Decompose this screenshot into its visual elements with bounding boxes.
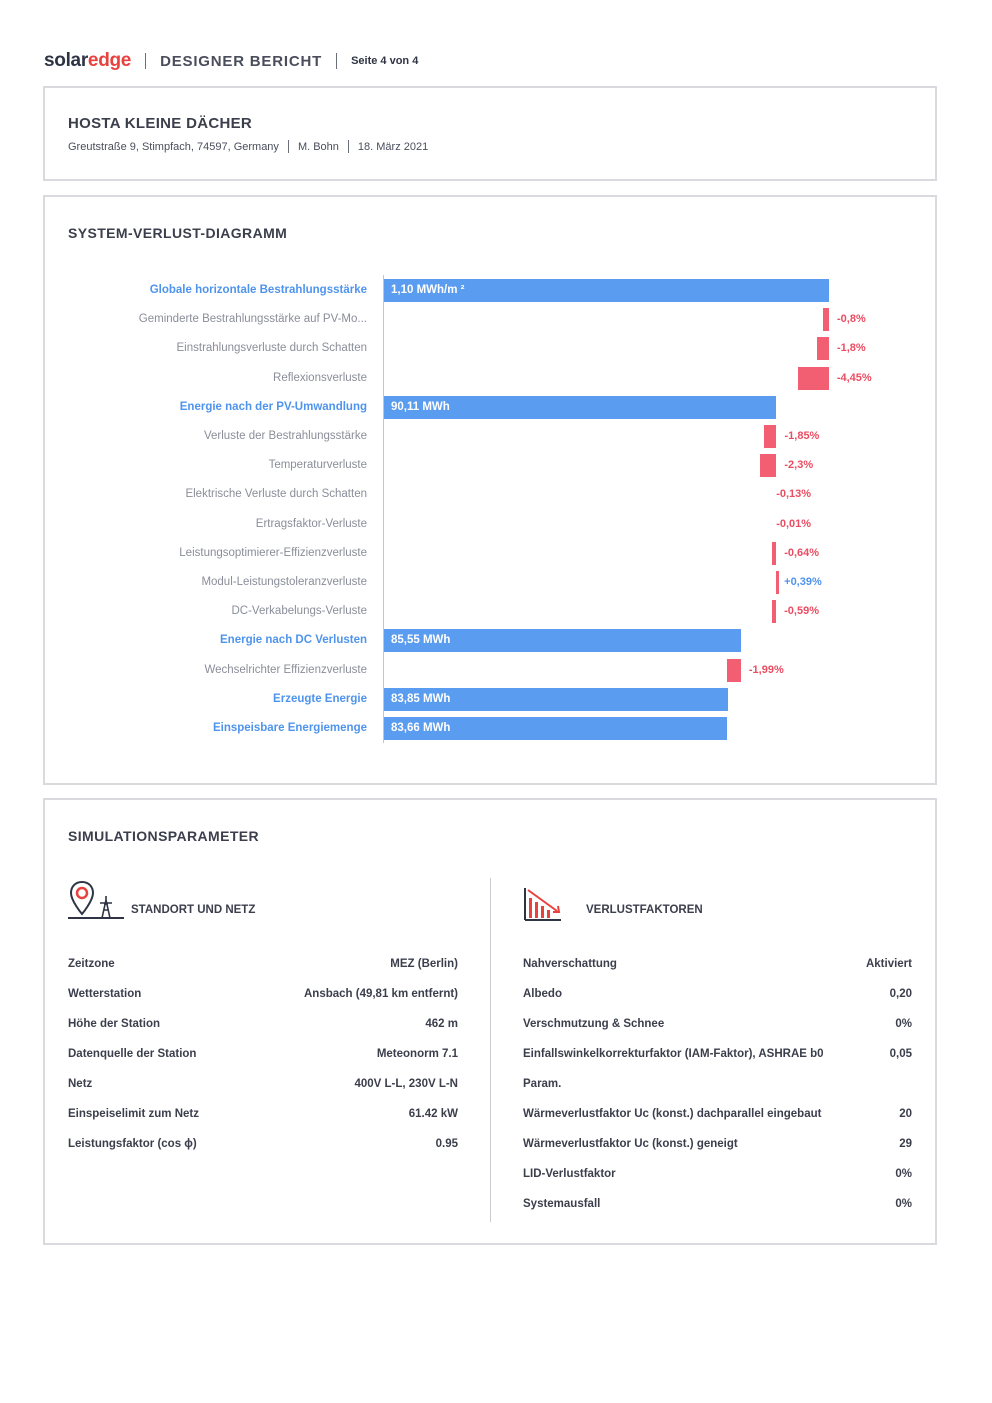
parameter-value: Meteonorm 7.1 bbox=[376, 1048, 458, 1060]
parameter-value: 0.95 bbox=[435, 1138, 458, 1150]
loss-bar bbox=[776, 571, 779, 594]
parameter-value: 29 bbox=[899, 1138, 912, 1150]
parameter-value: Aktiviert bbox=[865, 958, 912, 970]
total-bar bbox=[384, 279, 829, 302]
parameter-name: Wetterstation bbox=[68, 988, 142, 1000]
parameter-row bbox=[68, 1078, 458, 1090]
parameter-name: Param. bbox=[523, 1078, 562, 1090]
total-value: 83,66 MWh bbox=[391, 722, 451, 734]
parameter-value: 0% bbox=[895, 1198, 912, 1210]
parameter-name: Wärmeverlustfaktor Uc (konst.) dachparallel eingebaut bbox=[523, 1108, 822, 1120]
loss-label: Reflexionsverluste bbox=[273, 371, 367, 384]
loss-label: DC-Verkabelungs-Verluste bbox=[231, 605, 367, 618]
loss-bar bbox=[727, 659, 741, 682]
parameter-row bbox=[523, 988, 912, 1000]
simulation-card bbox=[43, 798, 937, 1245]
parameter-value: 0,20 bbox=[889, 988, 912, 1000]
total-label: Erzeugte Energie bbox=[273, 692, 367, 705]
parameter-name: Leistungsfaktor (cos ϕ) bbox=[68, 1138, 197, 1150]
loss-bar bbox=[823, 308, 829, 331]
parameter-row bbox=[68, 988, 458, 1000]
logo-part-solar: solar bbox=[44, 50, 88, 71]
location-grid-icon bbox=[68, 878, 124, 922]
parameter-row bbox=[523, 1018, 912, 1030]
project-date: 18. März 2021 bbox=[357, 140, 429, 153]
loss-bar bbox=[772, 542, 776, 565]
loss-bar bbox=[817, 337, 829, 360]
solaredge-logo bbox=[44, 50, 131, 72]
parameter-name: Albedo bbox=[523, 988, 562, 1000]
simulation-title: SIMULATIONSPARAMETER bbox=[68, 828, 260, 844]
loss-diagram-card bbox=[43, 195, 937, 785]
project-card bbox=[43, 86, 937, 181]
total-bar bbox=[384, 396, 776, 419]
total-value: 1,10 MWh/m ² bbox=[391, 284, 465, 296]
loss-label: Leistungsoptimierer-Effizienzverluste bbox=[179, 546, 367, 559]
loss-value: -0,13% bbox=[776, 488, 812, 501]
loss-waterfall-chart bbox=[45, 197, 939, 787]
project-address: Greutstraße 9, Stimpfach, 74597, Germany bbox=[68, 140, 279, 153]
parameter-row bbox=[68, 1138, 458, 1150]
loss-label: Geminderte Bestrahlungsstärke auf PV-Mo... bbox=[138, 313, 367, 326]
total-label: Globale horizontale Bestrahlungsstärke bbox=[149, 284, 367, 296]
page-info: Seite 4 von 4 bbox=[351, 55, 419, 67]
loss-diagram-title: SYSTEM-VERLUST-DIAGRAMM bbox=[68, 225, 288, 241]
loss-label: Verluste der Bestrahlungsstärke bbox=[203, 430, 367, 442]
project-title: HOSTA KLEINE DÄCHER bbox=[68, 115, 253, 132]
loss-label: Ertragsfaktor-Verluste bbox=[255, 517, 367, 530]
loss-chart-icon bbox=[523, 884, 567, 924]
column-divider bbox=[490, 878, 491, 1222]
project-author: M. Bohn bbox=[297, 140, 339, 153]
parameter-value: 462 m bbox=[425, 1018, 458, 1030]
parameter-value: 400V L-L, 230V L-N bbox=[354, 1078, 458, 1090]
total-value: 90,11 MWh bbox=[391, 400, 450, 413]
parameter-row bbox=[523, 1108, 912, 1120]
document-title: DESIGNER BERICHT bbox=[160, 52, 323, 70]
loss-value: -0,64% bbox=[784, 546, 820, 559]
parameter-name: Wärmeverlustfaktor Uc (konst.) geneigt bbox=[523, 1138, 738, 1150]
parameter-row bbox=[523, 1138, 912, 1150]
total-bar bbox=[384, 717, 727, 740]
loss-value: -1,99% bbox=[748, 663, 784, 676]
loss-value: -0,01% bbox=[776, 517, 812, 530]
loss-bar bbox=[798, 367, 829, 390]
loss-label: Wechselrichter Effizienzverluste bbox=[204, 663, 367, 676]
loss-factors-heading: VERLUSTFAKTOREN bbox=[586, 904, 703, 916]
parameter-row bbox=[523, 1048, 912, 1060]
loss-value: +0,39% bbox=[784, 576, 822, 588]
loss-value: -2,3% bbox=[784, 459, 814, 472]
meta-separator bbox=[348, 140, 349, 153]
loss-bar bbox=[764, 425, 777, 448]
total-bar bbox=[384, 629, 741, 652]
parameter-row bbox=[68, 958, 458, 970]
loss-bar bbox=[772, 600, 776, 623]
loss-label: Elektrische Verluste durch Schatten bbox=[185, 488, 367, 501]
parameter-row bbox=[523, 1198, 912, 1210]
loss-value: -0,59% bbox=[784, 605, 819, 618]
parameter-name: Zeitzone bbox=[68, 958, 115, 970]
loss-label: Einstrahlungsverluste durch Schatten bbox=[176, 342, 367, 355]
header-separator bbox=[336, 53, 337, 69]
parameter-value: 61.42 kW bbox=[408, 1108, 458, 1120]
parameter-row bbox=[68, 1108, 458, 1120]
total-label: Energie nach DC Verlusten bbox=[220, 634, 367, 647]
parameter-name: Nahverschattung bbox=[523, 958, 617, 970]
parameter-name: Einfallswinkelkorrekturfaktor (IAM-Faktor), ASHRAE b0 bbox=[523, 1048, 824, 1060]
parameter-name: LID-Verlustfaktor bbox=[523, 1168, 616, 1180]
total-label: Energie nach der PV-Umwandlung bbox=[179, 400, 367, 413]
loss-value: -4,45% bbox=[836, 371, 872, 384]
parameter-value: 0% bbox=[895, 1018, 912, 1030]
parameter-value: 0% bbox=[895, 1168, 912, 1180]
logo-part-edge: edge bbox=[87, 50, 132, 71]
parameter-row bbox=[523, 958, 912, 970]
parameter-row bbox=[523, 1168, 912, 1180]
project-meta bbox=[68, 140, 428, 153]
parameter-row bbox=[523, 1078, 912, 1090]
parameter-name: Verschmutzung & Schnee bbox=[523, 1018, 665, 1030]
parameter-row bbox=[68, 1048, 458, 1060]
page-header bbox=[44, 46, 418, 76]
meta-separator bbox=[288, 140, 289, 153]
location-grid-heading: STANDORT UND NETZ bbox=[131, 904, 256, 916]
parameter-value: 0,05 bbox=[889, 1048, 912, 1060]
total-bar bbox=[384, 688, 728, 711]
total-label: Einspeisbare Energiemenge bbox=[212, 722, 367, 734]
loss-bar bbox=[760, 454, 776, 477]
parameter-name: Höhe der Station bbox=[68, 1018, 161, 1030]
parameter-value: Ansbach (49,81 km entfernt) bbox=[303, 988, 458, 1000]
parameter-value: 20 bbox=[899, 1108, 912, 1120]
loss-label: Modul-Leistungstoleranzverluste bbox=[201, 576, 367, 588]
total-value: 83,85 MWh bbox=[391, 692, 451, 705]
loss-value: -1,85% bbox=[784, 430, 820, 442]
parameter-name: Systemausfall bbox=[523, 1198, 601, 1210]
loss-value: -0,8% bbox=[837, 313, 866, 326]
header-separator bbox=[145, 53, 146, 69]
parameter-name: Netz bbox=[68, 1078, 93, 1090]
total-value: 85,55 MWh bbox=[391, 634, 451, 647]
loss-label: Temperaturverluste bbox=[268, 459, 367, 472]
parameter-name: Einspeiselimit zum Netz bbox=[68, 1108, 200, 1120]
parameter-name: Datenquelle der Station bbox=[68, 1048, 197, 1060]
parameter-value: MEZ (Berlin) bbox=[390, 958, 458, 970]
loss-value: -1,8% bbox=[836, 342, 866, 355]
parameter-row bbox=[68, 1018, 458, 1030]
